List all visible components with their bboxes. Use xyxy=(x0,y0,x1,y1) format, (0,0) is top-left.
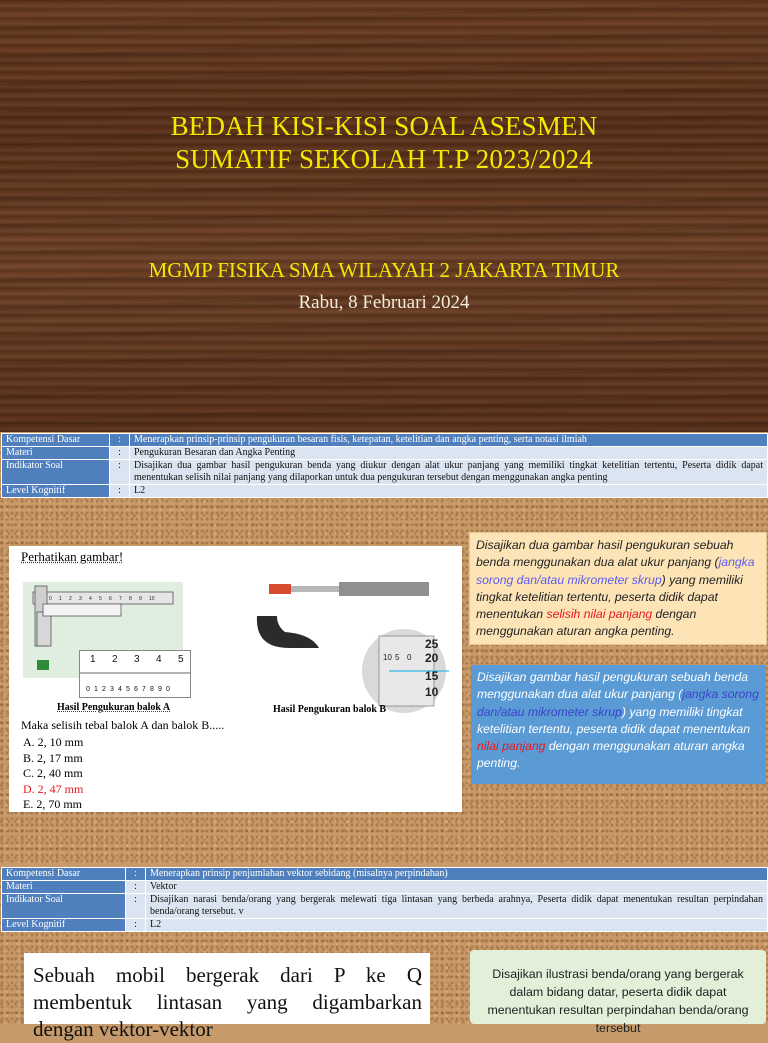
note-highlight-key: nilai panjang xyxy=(477,739,546,754)
indicator-note-2 xyxy=(471,665,766,784)
table-row xyxy=(2,919,768,932)
note-highlight-tools: jangka sorong dan/atau mikrometer skrup xyxy=(476,555,755,587)
slide-title-line1: BEDAH KISI-KISI SOAL ASESMEN xyxy=(170,111,598,141)
caliper-scale-label: 6 xyxy=(109,596,112,602)
caliper-scale-label: 7 xyxy=(119,596,122,602)
row-value: Disajikan narasi benda/orang yang bergerak melewati tiga lintasan yang berbeda arahnya, Peserta didik dapat menentukan resultan perpindahan benda/orang tersebut. v xyxy=(146,894,768,919)
note-highlight-key: selisih nilai panjang xyxy=(546,607,653,622)
question-image xyxy=(9,546,462,812)
row-value: Pengukuran Besaran dan Angka Penting xyxy=(130,447,768,460)
note-text: Disajikan dua gambar hasil pengukuran sebuah benda menggunakan dua alat ukur panjang ( xyxy=(476,538,734,570)
zoom-main-label: 2 xyxy=(112,654,118,665)
sleeve-label: 10 xyxy=(383,653,392,662)
zoom-vernier-label: 8 xyxy=(150,686,154,693)
row-sep: : xyxy=(126,894,146,919)
row-label: Materi xyxy=(2,881,126,894)
caliper-scale-label: 9 xyxy=(139,596,142,602)
caliper-scale-label: 1 xyxy=(59,596,62,602)
row-sep: : xyxy=(110,485,130,498)
question-instruction: Perhatikan gambar! xyxy=(21,549,124,564)
row-label: Indikator Soal xyxy=(2,894,126,919)
row-value: Menerapkan prinsip-prinsip pengukuran besaran fisis, ketepatan, ketelitian dan angka penting, serta notasi ilmiah xyxy=(130,434,768,447)
row-value: Menerapkan prinsip penjumlahan vektor sebidang (misalnya perpindahan) xyxy=(146,868,768,881)
zoom-main-label: 3 xyxy=(134,654,140,665)
option-e[interactable]: E. 2, 70 mm xyxy=(23,797,82,811)
row-label: Kompetensi Dasar xyxy=(2,434,110,447)
slide3-question-box xyxy=(24,953,430,1041)
title-slide xyxy=(0,0,768,432)
table-row xyxy=(2,460,768,485)
row-value: Vektor xyxy=(146,881,768,894)
table-row xyxy=(2,881,768,894)
caliper-scale-label: 4 xyxy=(89,596,92,602)
zoom-vernier-label: 3 xyxy=(110,686,114,693)
sleeve-label: 0 xyxy=(407,653,412,662)
caption-b: Hasil Pengukuran balok B xyxy=(273,704,387,715)
caliper-zoom-icon xyxy=(80,651,190,697)
caliper-scale-label: 3 xyxy=(79,596,82,602)
question-stem: Maka selisih tebal balok A dan balok B..... xyxy=(21,718,225,732)
slide3-info-table xyxy=(1,867,768,932)
caption-a: Hasil Pengukuran balok A xyxy=(57,702,171,713)
table-row xyxy=(2,894,768,919)
vernier-caliper-image xyxy=(23,582,184,693)
note-text: dengan menggunakan aturan angka penting. xyxy=(476,607,697,639)
table-row xyxy=(2,434,768,447)
row-label: Indikator Soal xyxy=(2,460,110,485)
table-row xyxy=(2,868,768,881)
note-text: ) yang memiliki tingkat ketelitian tertentu, peserta didik dapat menentukan xyxy=(476,572,743,622)
row-value: Disajikan dua gambar hasil pengukuran benda yang diukur dengan alat ukur panjang yang memiliki tingkat ketelitian tertentu, Peserta didik dapat menentukan selisih nilai panjang yang dilaporkan untuk dua pengukuran tersebut dengan menggunakan angka penting xyxy=(130,460,768,485)
sleeve-label: 5 xyxy=(395,653,400,662)
slide3-indicator-note xyxy=(470,950,766,1035)
row-label: Kompetensi Dasar xyxy=(2,868,126,881)
row-label: Level Kognitif xyxy=(2,919,126,932)
row-sep: : xyxy=(110,447,130,460)
thimble-label: 25 xyxy=(425,637,439,651)
thimble-label: 20 xyxy=(425,651,439,665)
option-c[interactable]: C. 2, 40 mm xyxy=(23,766,83,780)
thimble-label: 15 xyxy=(425,669,439,683)
row-label: Materi xyxy=(2,447,110,460)
option-a[interactable]: A. 2, 10 mm xyxy=(23,735,84,749)
indicator-note-1 xyxy=(469,532,767,645)
zoom-vernier-label: 1 xyxy=(94,686,98,693)
row-sep: : xyxy=(110,434,130,447)
zoom-main-label: 1 xyxy=(90,654,96,665)
row-sep: : xyxy=(126,868,146,881)
zoom-vernier-label: 0 xyxy=(166,686,170,693)
note-text: ) yang memiliki tingkat ketelitian tertentu, peserta didik dapat menentukan xyxy=(477,704,751,736)
zoom-vernier-label: 6 xyxy=(134,686,138,693)
caliper-zoom-panel xyxy=(79,650,191,698)
slide3-question-text: Sebuah mobil bergerak dari P ke Q membentuk lintasan yang digambarkan dengan vektor-vektor xyxy=(33,963,422,1041)
answer-options xyxy=(23,735,83,813)
table-row xyxy=(2,485,768,498)
slide-title-line2: SUMATIF SEKOLAH T.P 2023/2024 xyxy=(175,144,593,174)
slide-subtitle: MGMP FISIKA SMA WILAYAH 2 JAKARTA TIMUR xyxy=(148,258,620,282)
option-b[interactable]: B. 2, 17 mm xyxy=(23,750,83,765)
caliper-scale-label: 10 xyxy=(149,596,155,602)
caliper-scale-label: 2 xyxy=(69,596,72,602)
caliper-scale-label: 0 xyxy=(49,596,52,602)
zoom-vernier-label: 9 xyxy=(158,686,162,693)
note-text: Disajikan gambar hasil pengukuran sebuah benda menggunakan dua alat ukur panjang ( xyxy=(477,670,749,702)
micrometer-image xyxy=(249,576,459,706)
note-text: dengan menggunakan aturan angka penting. xyxy=(477,739,745,771)
zoom-vernier-label: 0 xyxy=(86,686,90,693)
row-sep: : xyxy=(126,881,146,894)
row-value: L2 xyxy=(146,919,768,932)
option-d-correct[interactable]: D. 2, 47 mm xyxy=(23,781,84,796)
thimble-label: 10 xyxy=(425,685,439,699)
zoom-main-label: 5 xyxy=(178,654,184,665)
zoom-vernier-label: 7 xyxy=(142,686,146,693)
zoom-main-label: 4 xyxy=(156,654,162,665)
caliper-scale-label: 5 xyxy=(99,596,102,602)
zoom-vernier-label: 2 xyxy=(102,686,106,693)
zoom-vernier-label: 5 xyxy=(126,686,130,693)
micrometer-icon xyxy=(249,576,459,706)
row-sep: : xyxy=(110,460,130,485)
slide2-info-table xyxy=(1,433,768,498)
table-row xyxy=(2,447,768,460)
row-value: L2 xyxy=(130,485,768,498)
note-highlight-tools: jangka sorong dan/atau mikrometer skrup xyxy=(477,687,759,719)
slide-date: Rabu, 8 Februari 2024 xyxy=(298,292,470,313)
row-label: Level Kognitif xyxy=(2,485,110,498)
zoom-vernier-label: 4 xyxy=(118,686,122,693)
row-sep: : xyxy=(126,919,146,932)
slide3-note-text: Disajikan ilustrasi benda/orang yang bergerak dalam bidang datar, peserta didik dapat menentukan resultan perpindahan benda/orang tersebut xyxy=(487,967,749,1035)
caliper-scale-label: 8 xyxy=(129,596,132,602)
